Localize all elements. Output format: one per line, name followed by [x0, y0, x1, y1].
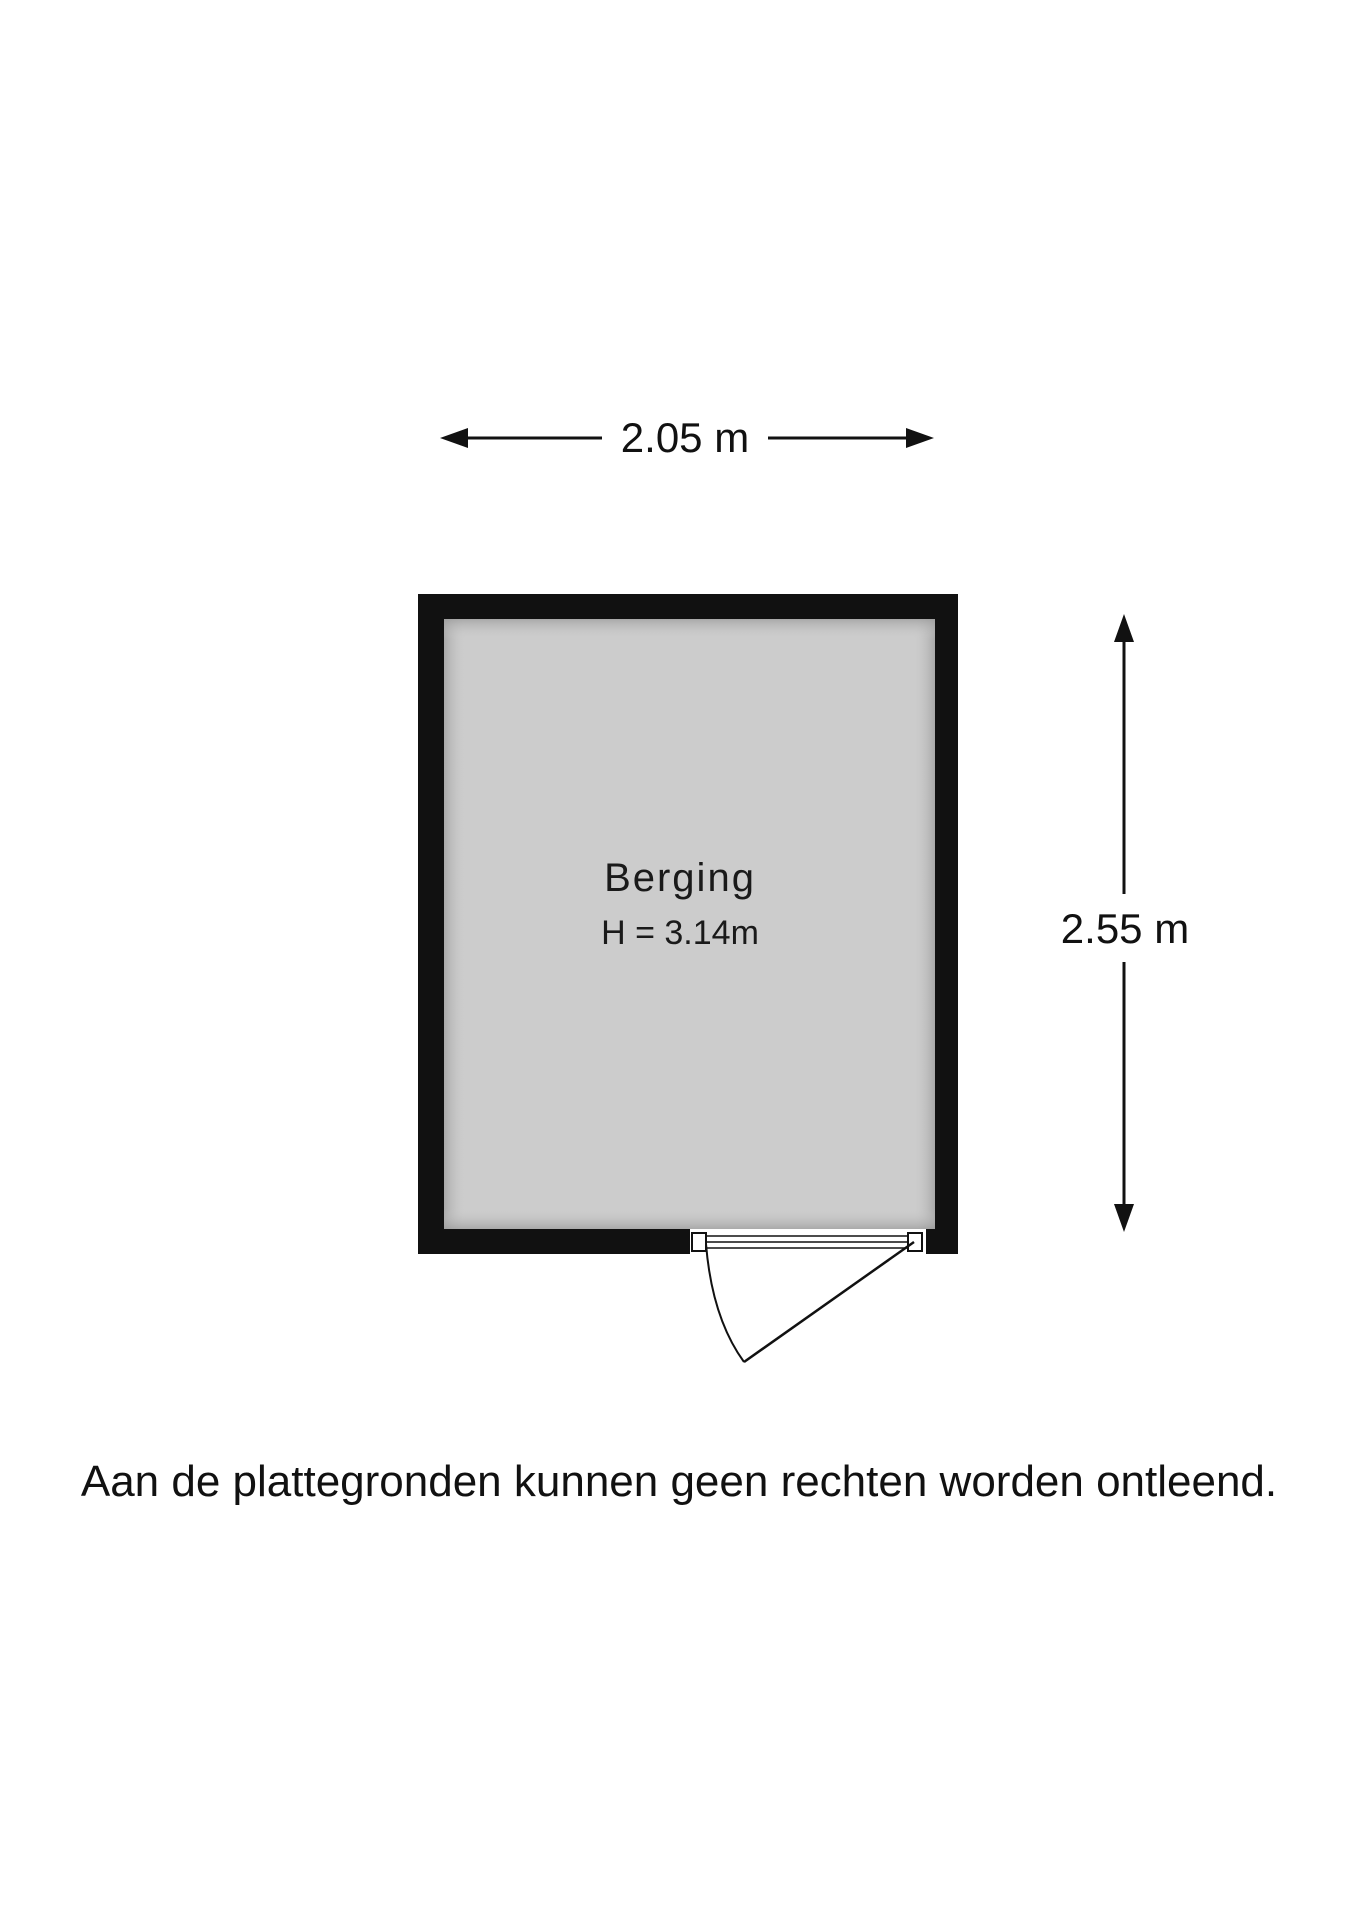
width-arrow-left-icon	[440, 428, 468, 448]
depth-dimension-label: 2.55 m	[1050, 908, 1200, 950]
width-dimension-label: 2.05 m	[610, 417, 760, 459]
room-name-label: Berging	[604, 856, 756, 900]
room-height-label: H = 3.14m	[601, 914, 759, 952]
door	[690, 1229, 926, 1362]
depth-arrow-up-icon	[1114, 614, 1134, 642]
depth-arrow-down-icon	[1114, 1204, 1134, 1232]
disclaimer-text: Aan de plattegronden kunnen geen rechten worden ontleend.	[80, 1457, 1278, 1506]
door-jamb-left	[692, 1233, 706, 1251]
door-swing-arc	[706, 1244, 744, 1362]
door-jamb-right	[908, 1233, 922, 1251]
door-leaf	[744, 1242, 914, 1362]
width-arrow-right-icon	[906, 428, 934, 448]
